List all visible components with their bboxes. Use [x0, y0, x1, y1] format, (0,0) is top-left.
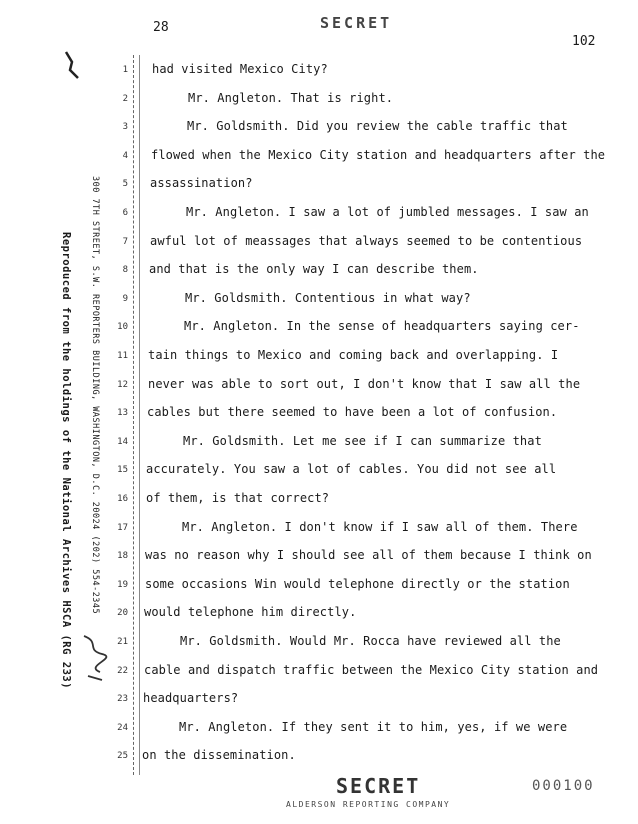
transcript-line: Mr. Goldsmith. Contentious in what way?	[185, 290, 471, 305]
line-number: 16	[117, 494, 128, 504]
line-number: 7	[122, 236, 128, 247]
line-number: 14	[117, 436, 128, 447]
line-number: 22	[117, 665, 128, 676]
line-number: 1	[122, 65, 128, 75]
handwritten-initials-icon	[80, 632, 108, 684]
line-number: 10	[117, 322, 128, 333]
transcript-line: cable and dispatch traffic between the Mexico City station and	[144, 662, 599, 677]
reporter-address: 300 7TH STREET, S.W. REPORTERS BUILDING, WASHINGTON, D.C. 20024 (202) 554-2345	[90, 176, 100, 615]
classification-stamp-top: SECRET	[320, 14, 393, 32]
line-number: 6	[122, 208, 128, 218]
classification-stamp-bottom: SECRET	[336, 774, 421, 798]
transcript-line: accurately. You saw a lot of cables. You did not see all	[146, 462, 557, 477]
line-number: 23	[117, 694, 128, 705]
transcript-line: tain things to Mexico and coming back and overlapping. I	[148, 348, 559, 362]
line-number: 13	[117, 408, 128, 419]
transcript-line: some occasions Win would telephone directly or the station	[145, 576, 570, 591]
transcript-line: assassination?	[150, 176, 253, 191]
transcript-line: Mr. Goldsmith. Would Mr. Rocca have reviewed all the	[180, 634, 561, 648]
margin-rule-dashed	[133, 55, 134, 775]
transcript-line: Mr. Goldsmith. Let me see if I can summarize that	[183, 433, 542, 448]
line-number: 20	[117, 608, 128, 619]
line-number: 15	[117, 465, 128, 476]
line-number: 4	[122, 150, 128, 161]
line-number: 17	[117, 522, 128, 533]
line-number: 5	[122, 179, 128, 190]
transcript-line: Mr. Angleton. In the sense of headquarters saying cer-	[184, 319, 580, 334]
transcript-line: never was able to sort out, I don't know that I saw all the	[148, 376, 581, 391]
line-number: 21	[117, 637, 128, 647]
transcript-line: Mr. Angleton. If they sent it to him, yes, if we were	[179, 719, 568, 734]
transcript-line: headquarters?	[143, 691, 239, 706]
line-number: 18	[117, 551, 128, 562]
margin-rule	[139, 55, 140, 775]
transcript-line: flowed when the Mexico City station and headquarters after the	[151, 147, 606, 162]
transcript-line: would telephone him directly.	[144, 605, 357, 620]
transcript-line: and that is the only way I can describe them.	[149, 262, 479, 277]
line-number: 8	[122, 265, 128, 276]
margin-mark-icon	[62, 48, 84, 82]
line-number: 12	[117, 379, 128, 390]
reporting-company: ALDERSON REPORTING COMPANY	[286, 800, 451, 809]
line-number: 2	[122, 93, 128, 104]
transcript-line: Mr. Angleton. That is right.	[188, 90, 394, 105]
line-number: 19	[117, 579, 128, 590]
archive-note: Reproduced from the holdings of the National Archives HSCA (RG 233)	[60, 232, 72, 690]
line-number: 24	[117, 722, 128, 733]
transcript-line: had visited Mexico City?	[152, 62, 328, 76]
transcript-line: was no reason why I should see all of them because I think on	[145, 548, 592, 563]
page-number-left: 28	[153, 20, 169, 35]
line-number: 11	[117, 351, 128, 361]
transcript-line: on the dissemination.	[142, 748, 296, 763]
transcript-line: Mr. Goldsmith. Did you review the cable traffic that	[187, 119, 568, 134]
transcript-line: awful lot of meassages that always seemed to be contentious	[150, 233, 583, 248]
page-number-right: 102	[572, 34, 596, 49]
line-number: 25	[117, 751, 128, 762]
document-number: 000100	[532, 778, 595, 794]
line-number: 9	[122, 293, 128, 304]
transcript-line: of them, is that correct?	[146, 491, 330, 505]
transcript-line: Mr. Angleton. I don't know if I saw all of them. There	[182, 519, 578, 534]
transcript-line: cables but there seemed to have been a lot of confusion.	[147, 405, 558, 420]
line-number: 3	[122, 122, 128, 133]
transcript-line: Mr. Angleton. I saw a lot of jumbled messages. I saw an	[186, 205, 589, 219]
